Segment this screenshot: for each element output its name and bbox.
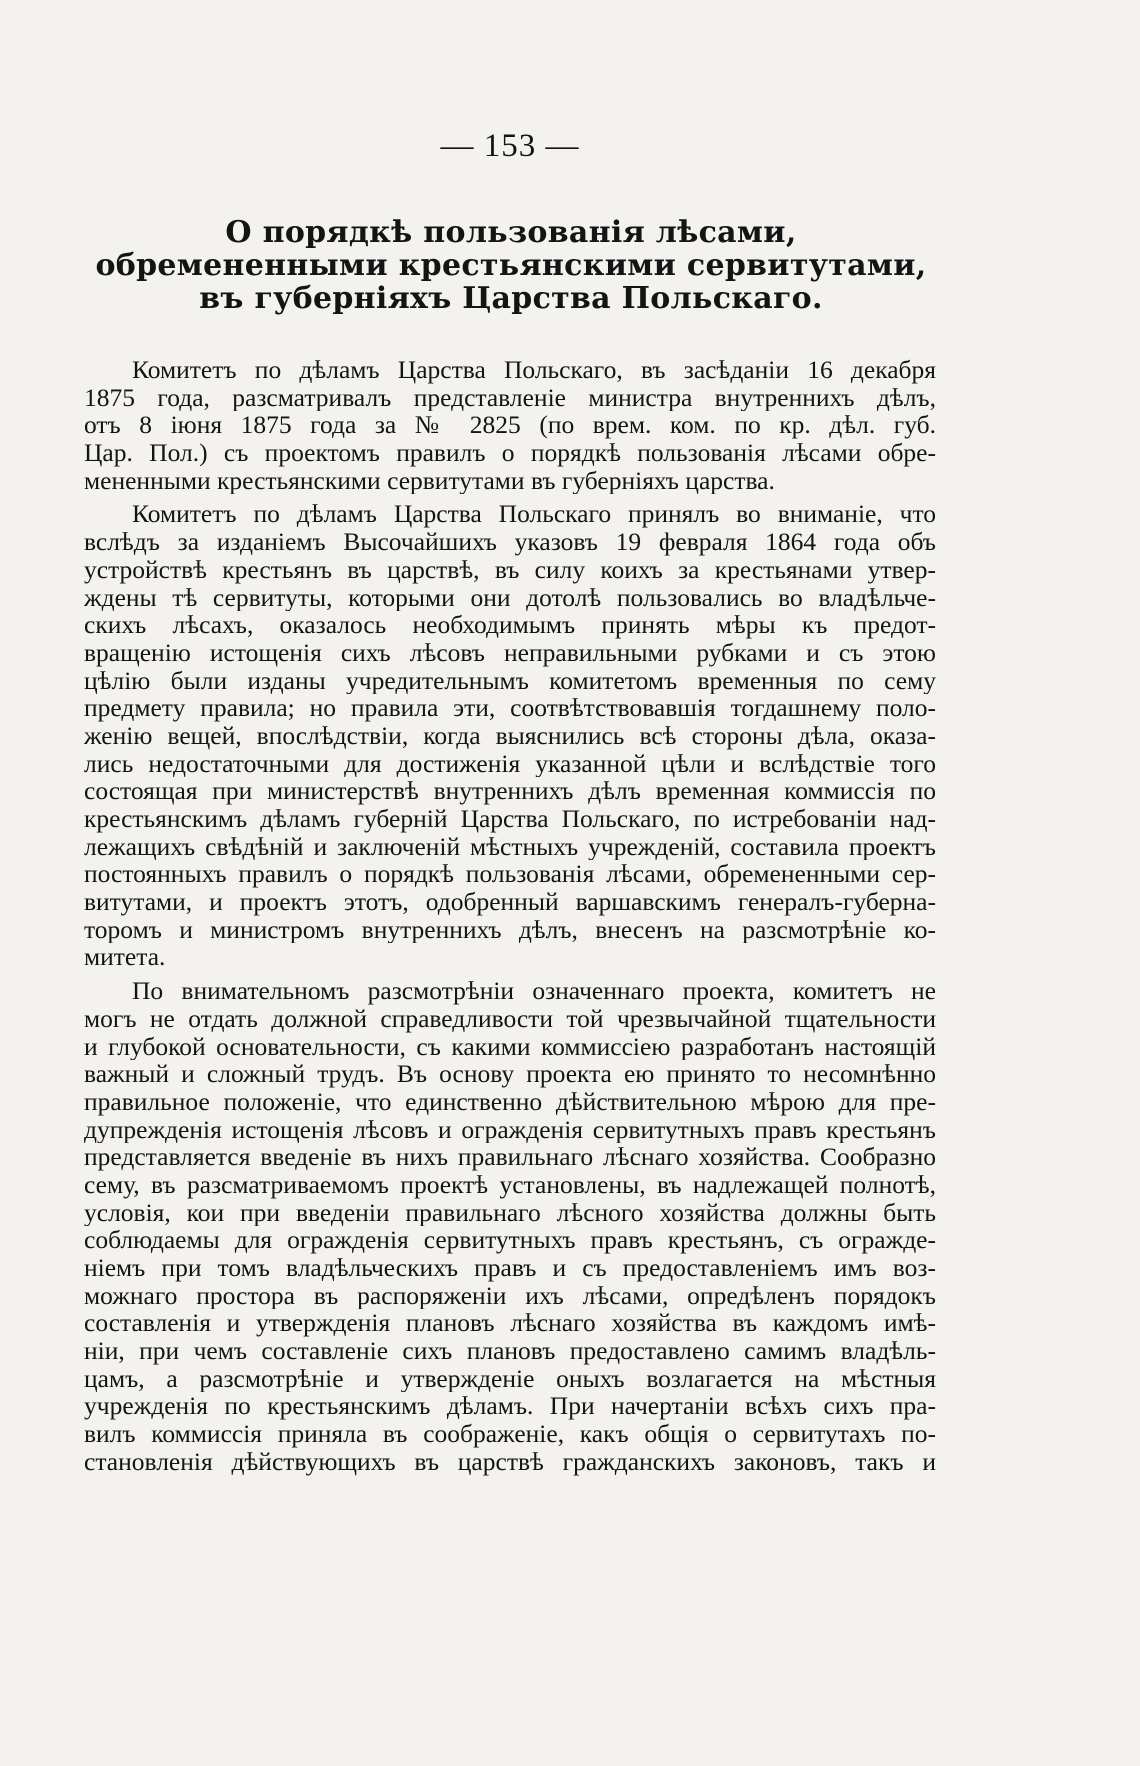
text-line: учрежденія по крестьянскимъ дѣламъ. При начертаніи всѣхъ сихъ пра- — [84, 1392, 936, 1421]
text-line: условія, кои при введеніи правильнаго лѣсного хозяйства должны быть — [84, 1198, 936, 1227]
text-line: состоящая при министерствѣ внутреннихъ дѣлъ временная коммиссія по — [84, 777, 936, 805]
text-line: представляется введеніе въ нихъ правильнаго лѣснаго хозяйства. Сообразно — [84, 1143, 936, 1171]
text-line: мененными крестьянскими сервитутами въ губерніяхъ царства. — [84, 466, 775, 495]
text-line: 1875 года, разсматривалъ представленіе министра внутреннихъ дѣлъ, — [84, 383, 936, 412]
text-line: отъ 8 іюня 1875 года за № 2825 (по врем. ком. по кр. дѣл. губ. — [84, 411, 936, 440]
text-line: скихъ лѣсахъ, оказалось необходимымъ принять мѣры къ предот- — [84, 611, 936, 639]
text-line: соблюдаемы для огражденія сервитутныхъ правъ крестьянъ, съ огражде- — [84, 1226, 936, 1254]
paragraph-1 — [84, 356, 936, 494]
text-line: ніи, при чемъ составленіе сихъ плановъ предоставлено самимъ владѣль- — [84, 1337, 936, 1365]
text-line: лись недостаточными для достиженія указанной цѣли и вслѣдствіе того — [84, 749, 936, 778]
text-line: Комитетъ по дѣламъ Царства Польскаго, въ засѣданіи 16 декабря — [132, 356, 936, 384]
text-line: вслѣдъ за изданіемъ Высочайшихъ указовъ 19 февраля 1864 года объ — [84, 528, 936, 556]
text-line: цѣлію были изданы учредительнымъ комитетомъ временныя по сему — [84, 666, 936, 695]
text-line: важный и сложный трудъ. Въ основу проекта ею принято то несомнѣнно — [84, 1060, 936, 1088]
paragraph-3 — [84, 977, 936, 1475]
text-line: вращенію истощенія сихъ лѣсовъ неправильными рубками и съ этою — [84, 638, 936, 667]
text-line: дупрежденія истощенія лѣсовъ и огражденія сервитутныхъ правъ крестьянъ — [84, 1115, 936, 1144]
text-line: и глубокой основательности, съ какими коммиссіею разработанъ настоящій — [84, 1032, 936, 1061]
document-title: О порядкѣ пользованія лѣсами, обремененными крестьянскими сервитутами, въ губерніяхъ Царства Польскаго. — [95, 215, 927, 316]
text-line: становленія дѣйствующихъ въ царствѣ гражданскихъ законовъ, такъ и — [84, 1447, 936, 1476]
text-line: женію вещей, впослѣдствіи, когда выяснились всѣ стороны дѣла, оказа- — [84, 721, 936, 750]
text-line: витутами, и проектъ этотъ, одобренный варшавскимъ генералъ-губерна- — [84, 888, 936, 916]
text-line: ніемъ при томъ владѣльческихъ правъ и съ предоставленіемъ имъ воз- — [84, 1254, 936, 1282]
text-line: Комитетъ по дѣламъ Царства Польскаго принялъ во вниманіе, что — [132, 500, 936, 529]
text-line: составленія и утвержденія плановъ лѣснаго хозяйства въ каждомъ имѣ- — [84, 1309, 936, 1338]
text-line: сему, въ разсматриваемомъ проектѣ установлены, въ надлежащей полнотѣ, — [84, 1170, 936, 1199]
text-line: постоянныхъ правилъ о порядкѣ пользованія лѣсами, обремененными сер- — [84, 860, 936, 889]
text-line: митета. — [84, 943, 166, 972]
text-line: предмету правила; но правила эти, соотвѣтствовавшія тогдашнему поло- — [84, 694, 936, 722]
text-line: торомъ и министромъ внутреннихъ дѣлъ, внесенъ на разсмотрѣніе ко- — [84, 915, 936, 944]
body-text — [84, 356, 936, 1476]
text-line: устройствѣ крестьянъ въ царствѣ, въ силу коихъ за крестьянами утвер- — [84, 555, 936, 584]
text-line: цамъ, а разсмотрѣніе и утвержденіе оныхъ возлагается на мѣстныя — [84, 1364, 936, 1393]
text-line: лежащихъ свѣдѣній и заключеній мѣстныхъ учрежденій, составила проектъ — [84, 832, 936, 861]
page-number: — 153 — — [440, 128, 580, 164]
text-line: правильное положеніе, что единственно дѣйствительною мѣрою для пре- — [84, 1087, 936, 1116]
text-line: По внимательномъ разсмотрѣніи означеннаго проекта, комитетъ не — [132, 977, 936, 1005]
text-line: Цар. Пол.) съ проектомъ правилъ о порядкѣ пользованія лѣсами обре- — [84, 439, 936, 467]
text-line: могъ не отдать должной справедливости той чрезвычайной тщательности — [84, 1004, 936, 1033]
text-line: крестьянскимъ дѣламъ губерній Царства Польскаго, по истребованіи над- — [84, 805, 936, 833]
text-line: вилъ коммиссія приняла въ соображеніе, какъ общія о сервитутахъ по- — [84, 1420, 936, 1448]
text-line: можнаго простора въ распоряженіи ихъ лѣсами, опредѣленъ порядокъ — [84, 1281, 936, 1310]
paragraph-2 — [84, 500, 936, 971]
text-line: ждены тѣ сервитуты, которыми они дотолѣ пользовались во владѣльче- — [84, 583, 936, 612]
